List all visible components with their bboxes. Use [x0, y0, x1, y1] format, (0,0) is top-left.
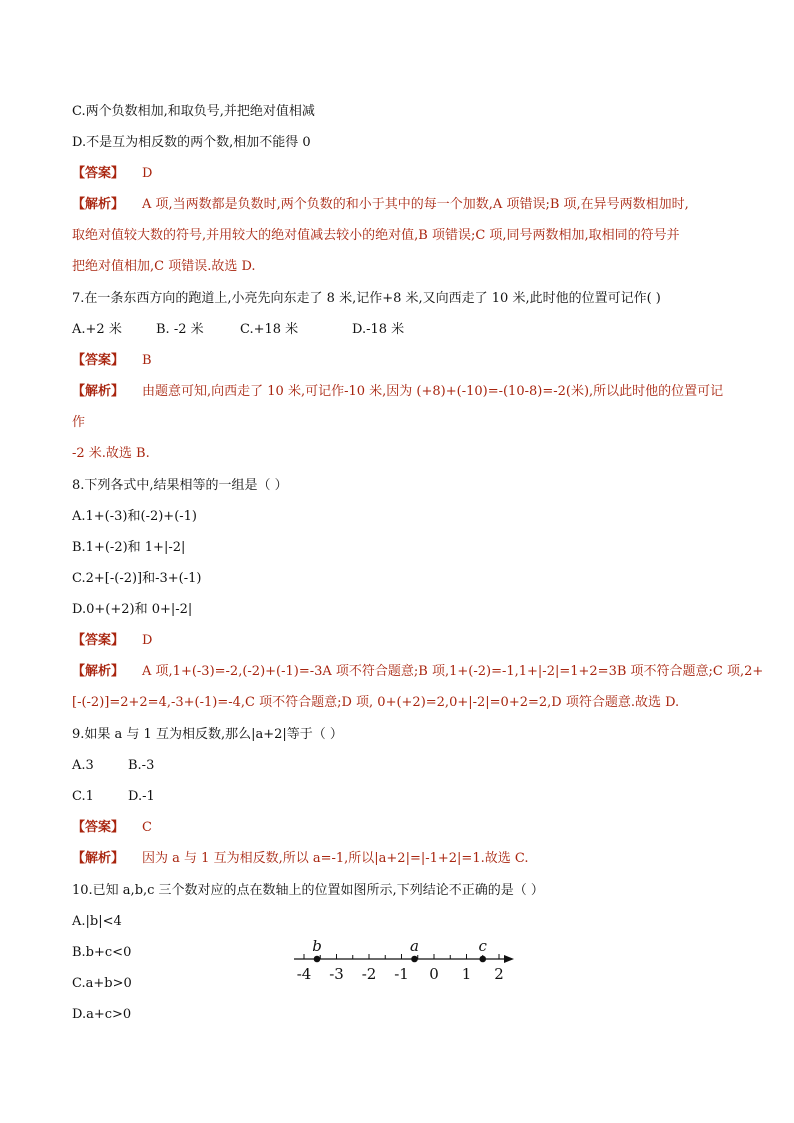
text-line	[72, 914, 122, 930]
text-line	[72, 291, 661, 307]
answer-tag: 【答案】	[72, 820, 125, 835]
text-line	[72, 415, 85, 431]
line-text: B.1+(-2)和 1+|-2|	[72, 540, 186, 555]
analysis-text: [-(-2)]=2+2=4,-3+(-1)=-4,C 项不符合题意;D 项, 0+(+2)=2,0+|-2|=0+2=2,D 项符合题意.故选 D.	[72, 695, 680, 710]
option-item: C.1	[72, 789, 94, 804]
analysis-tag: 【解析】	[72, 384, 125, 399]
answer-line	[72, 166, 152, 182]
option-item: C.+18 米	[240, 322, 299, 337]
text-line	[72, 228, 680, 244]
analysis-text: A 项,1+(-3)=-2,(-2)+(-1)=-3A 项不符合题意;B 项,1+(-2)=-1,1+|-2|=1+2=3B 项不符合题意;C 项,2+	[142, 664, 764, 679]
text-line	[72, 259, 256, 275]
line-text: C.两个负数相加,和取负号,并把绝对值相减	[72, 104, 315, 119]
text-line	[72, 602, 192, 618]
analysis-line	[72, 384, 723, 400]
line-text: 9.如果 a 与 1 互为相反数,那么|a+2|等于（ ）	[72, 727, 343, 742]
text-line	[72, 540, 185, 556]
answer-line	[72, 353, 152, 369]
line-text: 8.下列各式中,结果相等的一组是（ ）	[72, 478, 288, 493]
line-text: 7.在一条东西方向的跑道上,小亮先向东走了 8 米,记作+8 米,又向西走了 10 米,此时他的位置可记作( )	[72, 291, 661, 306]
analysis-text: A 项,当两数都是负数时,两个负数的和小于其中的每一个加数,A 项错误;B 项,在异号两数相加时,	[142, 197, 689, 212]
line-text: A.|b|<4	[72, 914, 122, 929]
analysis-line	[72, 197, 689, 213]
answer-value: C	[142, 820, 152, 835]
point-b	[314, 956, 321, 963]
tick-label: 1	[461, 965, 472, 983]
analysis-text: 把绝对值相加,C 项错误.故选 D.	[72, 259, 256, 274]
answer-value: B	[142, 353, 152, 368]
point-a	[411, 956, 418, 963]
line-text: D.不是互为相反数的两个数,相加不能得 0	[72, 135, 311, 150]
tick-label: -1	[394, 965, 409, 983]
option-item: B.-3	[128, 758, 155, 773]
analysis-line	[72, 851, 528, 867]
text-line	[72, 322, 432, 338]
answer-value: D	[142, 633, 153, 648]
axis-arrow	[504, 955, 514, 963]
text-line	[72, 976, 132, 992]
answer-line	[72, 820, 152, 836]
text-line	[72, 883, 544, 899]
answer-tag: 【答案】	[72, 353, 125, 368]
tick-label: 0	[429, 965, 439, 983]
analysis-tag: 【解析】	[72, 197, 125, 212]
line-text: C.2+[-(-2)]和-3+(-1)	[72, 571, 202, 586]
text-line	[72, 446, 150, 462]
analysis-text: 作	[72, 415, 86, 430]
point-c	[479, 956, 486, 963]
line-text: A.1+(-3)和(-2)+(-1)	[72, 509, 197, 524]
option-item: A.3	[72, 758, 94, 773]
line-text: D.0+(+2)和 0+|-2|	[72, 602, 193, 617]
tick-label: -3	[329, 965, 344, 983]
answer-tag: 【答案】	[72, 166, 125, 181]
point-label-c: c	[478, 937, 487, 955]
text-line	[72, 695, 679, 711]
option-item: D.-18 米	[352, 322, 405, 337]
answer-line	[72, 633, 152, 649]
analysis-tag: 【解析】	[72, 851, 125, 866]
point-label-a: a	[410, 937, 419, 955]
analysis-text: 由题意可知,向西走了 10 米,可记作-10 米,因为 (+8)+(-10)=-(10-8)=-2(米),所以此时他的位置可记	[142, 384, 724, 399]
line-text: 10.已知 a,b,c 三个数对应的点在数轴上的位置如图所示,下列结论不正确的是（ ）	[72, 883, 544, 898]
text-line	[72, 104, 315, 120]
analysis-text: 取绝对值较大数的符号,并用较大的绝对值减去较小的绝对值,B 项错误;C 项,同号两数相加,取相同的符号并	[72, 228, 680, 243]
number-line-figure	[290, 934, 530, 992]
text-line	[72, 945, 131, 961]
line-text: D.a+c>0	[72, 1007, 132, 1022]
analysis-text: 因为 a 与 1 互为相反数,所以 a=-1,所以|a+2|=|-1+2|=1.故选 C.	[142, 851, 529, 866]
option-item: A.+2 米	[72, 322, 122, 337]
analysis-text: -2 米.故选 B.	[72, 446, 150, 461]
text-line	[72, 789, 188, 805]
point-label-b: b	[312, 937, 322, 955]
analysis-line	[72, 664, 763, 680]
tick-label: -4	[296, 965, 312, 983]
line-text: C.a+b>0	[72, 976, 132, 991]
text-line	[72, 571, 202, 587]
text-line	[72, 727, 343, 743]
line-text: B.b+c<0	[72, 945, 132, 960]
text-line	[72, 758, 188, 774]
text-line	[72, 509, 197, 525]
option-item: D.-1	[128, 789, 155, 804]
text-line	[72, 135, 311, 151]
text-line	[72, 1007, 131, 1023]
answer-value: D	[142, 166, 153, 181]
answer-tag: 【答案】	[72, 633, 125, 648]
analysis-tag: 【解析】	[72, 664, 125, 679]
tick-label: -2	[361, 965, 377, 983]
option-item: B. -2 米	[156, 322, 204, 337]
tick-label: 2	[494, 965, 504, 983]
text-line	[72, 478, 288, 494]
